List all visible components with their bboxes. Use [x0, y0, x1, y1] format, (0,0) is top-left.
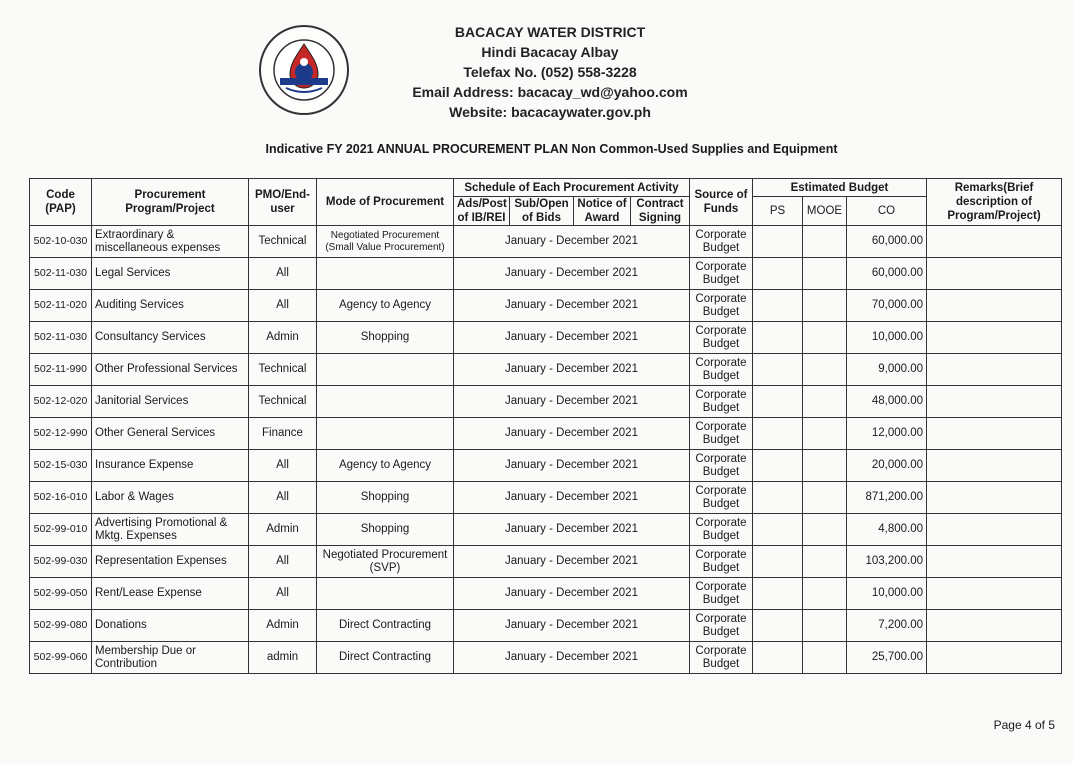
row-co: 12,000.00: [847, 418, 927, 450]
row-program: Advertising Promotional & Mktg. Expenses: [92, 514, 249, 546]
org-email: Email Address: bacacay_wd@yahoo.com: [412, 84, 688, 100]
table-row: [30, 578, 1062, 610]
row-mooe: [803, 418, 847, 450]
row-code: 502-12-020: [30, 386, 92, 418]
row-program: Extraordinary & miscellaneous expenses: [92, 226, 249, 258]
row-code: 502-99-080: [30, 610, 92, 642]
table-row: [30, 258, 1062, 290]
row-pmo: Finance: [249, 418, 317, 450]
row-co: 60,000.00: [847, 226, 927, 258]
row-pmo: Admin: [249, 322, 317, 354]
row-schedule: January - December 2021: [454, 226, 690, 258]
row-pmo: All: [249, 450, 317, 482]
row-mooe: [803, 354, 847, 386]
row-schedule: January - December 2021: [454, 258, 690, 290]
row-co: 103,200.00: [847, 546, 927, 578]
document-title-row: [0, 142, 1073, 156]
row-mooe: [803, 578, 847, 610]
row-mooe: [803, 386, 847, 418]
row-remarks: [927, 226, 1062, 258]
row-mode: Negotiated Procurement (SVP): [317, 546, 454, 578]
row-pmo: All: [249, 546, 317, 578]
row-ps: [753, 418, 803, 450]
row-remarks: [927, 610, 1062, 642]
row-mode: [317, 354, 454, 386]
row-co: 10,000.00: [847, 322, 927, 354]
row-pmo: All: [249, 290, 317, 322]
row-schedule: January - December 2021: [454, 450, 690, 482]
row-source: Corporate Budget: [690, 322, 753, 354]
table-row: [30, 546, 1062, 578]
row-program: Janitorial Services: [92, 386, 249, 418]
row-source: Corporate Budget: [690, 578, 753, 610]
row-schedule: January - December 2021: [454, 386, 690, 418]
header-budget: Estimated Budget: [753, 179, 927, 197]
row-co: 60,000.00: [847, 258, 927, 290]
row-program: Donations: [92, 610, 249, 642]
row-mooe: [803, 610, 847, 642]
row-source: Corporate Budget: [690, 642, 753, 674]
row-remarks: [927, 514, 1062, 546]
row-code: 502-99-060: [30, 642, 92, 674]
row-ps: [753, 482, 803, 514]
row-co: 20,000.00: [847, 450, 927, 482]
row-pmo: admin: [249, 642, 317, 674]
row-pmo: Technical: [249, 354, 317, 386]
header-ads: Ads/Post of IB/REI: [454, 197, 510, 226]
row-ps: [753, 322, 803, 354]
row-mode: Agency to Agency: [317, 290, 454, 322]
row-code: 502-11-030: [30, 258, 92, 290]
row-co: 4,800.00: [847, 514, 927, 546]
row-remarks: [927, 642, 1062, 674]
header-contract: Contract Signing: [631, 197, 690, 226]
row-mooe: [803, 322, 847, 354]
row-program: Other Professional Services: [92, 354, 249, 386]
row-mooe: [803, 482, 847, 514]
row-mode: Direct Contracting: [317, 610, 454, 642]
row-schedule: January - December 2021: [454, 610, 690, 642]
header-co: CO: [847, 197, 927, 226]
document-title: Indicative FY 2021 ANNUAL PROCUREMENT PLAN Non Common-Used Supplies and Equipment: [265, 142, 838, 156]
row-source: Corporate Budget: [690, 514, 753, 546]
procurement-plan-table: [29, 178, 1062, 674]
row-mode: Shopping: [317, 514, 454, 546]
header-sub-open: Sub/Open of Bids: [510, 197, 574, 226]
row-mode: [317, 418, 454, 450]
row-schedule: January - December 2021: [454, 418, 690, 450]
row-co: 70,000.00: [847, 290, 927, 322]
row-mooe: [803, 514, 847, 546]
table-header: [30, 179, 1062, 226]
row-code: 502-99-010: [30, 514, 92, 546]
header-mode: Mode of Procurement: [317, 179, 454, 226]
row-code: 502-12-990: [30, 418, 92, 450]
row-mooe: [803, 450, 847, 482]
header-mooe: MOOE: [803, 197, 847, 226]
row-mode: Direct Contracting: [317, 642, 454, 674]
table-body: [30, 226, 1062, 674]
row-mode: Shopping: [317, 322, 454, 354]
table-row: [30, 226, 1062, 258]
row-program: Consultancy Services: [92, 322, 249, 354]
row-ps: [753, 578, 803, 610]
table-row: [30, 290, 1062, 322]
row-ps: [753, 514, 803, 546]
row-program: Labor & Wages: [92, 482, 249, 514]
row-co: 7,200.00: [847, 610, 927, 642]
row-co: 871,200.00: [847, 482, 927, 514]
row-program: Rent/Lease Expense: [92, 578, 249, 610]
table-row: [30, 354, 1062, 386]
table-row: [30, 642, 1062, 674]
row-remarks: [927, 482, 1062, 514]
row-co: 9,000.00: [847, 354, 927, 386]
row-mooe: [803, 290, 847, 322]
row-ps: [753, 546, 803, 578]
row-source: Corporate Budget: [690, 418, 753, 450]
row-remarks: [927, 258, 1062, 290]
row-mode: [317, 386, 454, 418]
row-program: Insurance Expense: [92, 450, 249, 482]
row-mode: Agency to Agency: [317, 450, 454, 482]
row-schedule: January - December 2021: [454, 514, 690, 546]
row-ps: [753, 258, 803, 290]
row-source: Corporate Budget: [690, 290, 753, 322]
row-ps: [753, 610, 803, 642]
row-remarks: [927, 578, 1062, 610]
row-code: 502-15-030: [30, 450, 92, 482]
row-schedule: January - December 2021: [454, 290, 690, 322]
row-mooe: [803, 642, 847, 674]
table-row: [30, 610, 1062, 642]
header-program: Procurement Program/Project: [92, 179, 249, 226]
org-website: Website: bacacaywater.gov.ph: [449, 104, 651, 120]
row-program: Representation Expenses: [92, 546, 249, 578]
row-program: Membership Due or Contribution: [92, 642, 249, 674]
water-district-logo: [250, 22, 358, 118]
row-source: Corporate Budget: [690, 386, 753, 418]
row-remarks: [927, 322, 1062, 354]
table-row: [30, 514, 1062, 546]
table-row: [30, 482, 1062, 514]
row-source: Corporate Budget: [690, 450, 753, 482]
org-telefax: Telefax No. (052) 558-3228: [463, 64, 637, 80]
table-row: [30, 418, 1062, 450]
header-remarks: Remarks(Brief description of Program/Project): [927, 179, 1062, 226]
row-schedule: January - December 2021: [454, 546, 690, 578]
row-pmo: All: [249, 258, 317, 290]
row-code: 502-11-020: [30, 290, 92, 322]
row-co: 10,000.00: [847, 578, 927, 610]
row-pmo: Admin: [249, 514, 317, 546]
row-mooe: [803, 546, 847, 578]
row-ps: [753, 642, 803, 674]
row-schedule: January - December 2021: [454, 322, 690, 354]
row-program: Other General Services: [92, 418, 249, 450]
row-source: Corporate Budget: [690, 354, 753, 386]
row-remarks: [927, 418, 1062, 450]
row-code: 502-10-030: [30, 226, 92, 258]
row-schedule: January - December 2021: [454, 578, 690, 610]
row-source: Corporate Budget: [690, 610, 753, 642]
row-program: Auditing Services: [92, 290, 249, 322]
header-schedule: Schedule of Each Procurement Activity: [454, 179, 690, 197]
row-pmo: Technical: [249, 386, 317, 418]
organization-header: [380, 22, 720, 122]
table-row: [30, 322, 1062, 354]
table-row: [30, 386, 1062, 418]
header-notice: Notice of Award: [574, 197, 631, 226]
row-mode: Negotiated Procurement (Small Value Procurement): [317, 226, 454, 258]
row-schedule: January - December 2021: [454, 482, 690, 514]
page-number: Page 4 of 5: [993, 718, 1055, 732]
row-program: Legal Services: [92, 258, 249, 290]
row-remarks: [927, 386, 1062, 418]
row-pmo: Admin: [249, 610, 317, 642]
org-name: BACACAY WATER DISTRICT: [454, 24, 646, 40]
row-source: Corporate Budget: [690, 226, 753, 258]
row-code: 502-99-050: [30, 578, 92, 610]
org-address: Hindi Bacacay Albay: [481, 44, 619, 60]
row-schedule: January - December 2021: [454, 354, 690, 386]
row-remarks: [927, 354, 1062, 386]
row-code: 502-99-030: [30, 546, 92, 578]
row-pmo: Technical: [249, 226, 317, 258]
row-pmo: All: [249, 578, 317, 610]
header-ps: PS: [753, 197, 803, 226]
row-code: 502-11-990: [30, 354, 92, 386]
row-pmo: All: [249, 482, 317, 514]
row-ps: [753, 226, 803, 258]
row-co: 25,700.00: [847, 642, 927, 674]
row-ps: [753, 450, 803, 482]
row-source: Corporate Budget: [690, 546, 753, 578]
header-pmo: PMO/End-user: [249, 179, 317, 226]
row-co: 48,000.00: [847, 386, 927, 418]
row-remarks: [927, 450, 1062, 482]
row-remarks: [927, 546, 1062, 578]
row-mooe: [803, 258, 847, 290]
row-mode: Shopping: [317, 482, 454, 514]
row-source: Corporate Budget: [690, 482, 753, 514]
row-code: 502-11-030: [30, 322, 92, 354]
row-ps: [753, 354, 803, 386]
row-mooe: [803, 226, 847, 258]
row-mode: [317, 258, 454, 290]
row-ps: [753, 290, 803, 322]
table-row: [30, 450, 1062, 482]
row-schedule: January - December 2021: [454, 642, 690, 674]
header-code: Code (PAP): [30, 179, 92, 226]
row-mode: [317, 578, 454, 610]
row-code: 502-16-010: [30, 482, 92, 514]
row-ps: [753, 386, 803, 418]
row-remarks: [927, 290, 1062, 322]
header-source: Source of Funds: [690, 179, 753, 226]
row-source: Corporate Budget: [690, 258, 753, 290]
